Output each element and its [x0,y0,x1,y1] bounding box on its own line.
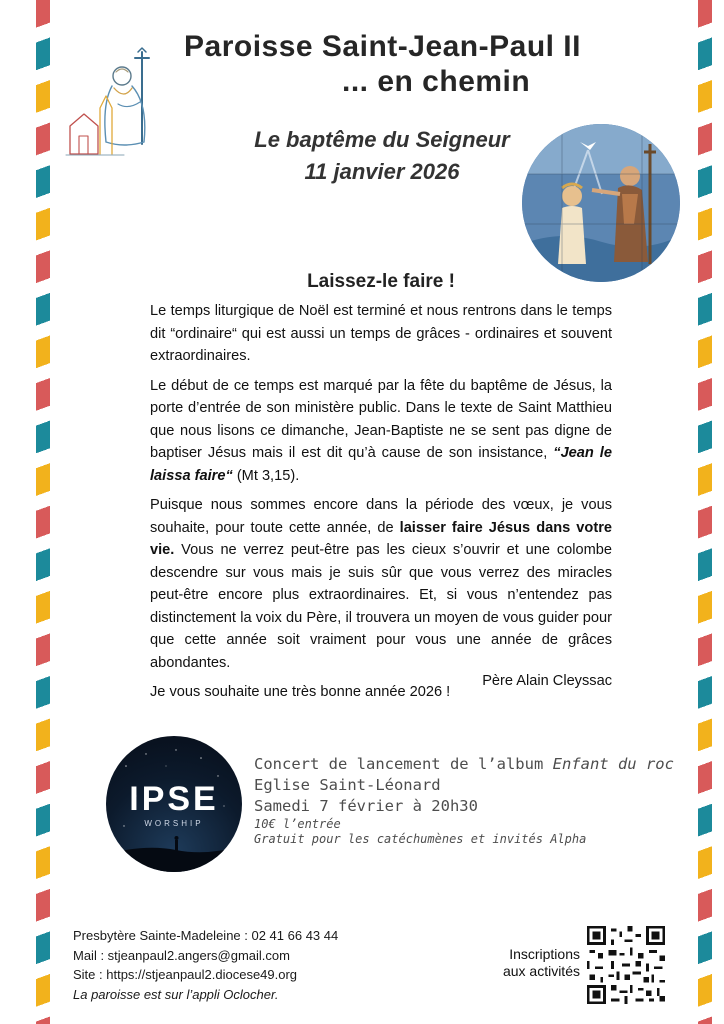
baptism-stained-glass-image [522,124,680,282]
article-paragraph-2: Le début de ce temps est marqué par la fête du baptême de Jésus, la porte d’entrée de son ministère public. Dans le texte de Saint Matthieu que nous lisons ce dimanche, Jean-Baptiste ne se sent pas digne de baptiser Jésus mais il est dit qu’à cause de son insistance, “Jean le laissa faire“ (Mt 3,15). [150,377,612,484]
ipse-logo-word: IPSE [129,780,219,818]
article-body [150,300,612,711]
contact-block [73,926,338,1004]
inscriptions-label: Inscriptions aux activités [502,946,580,979]
qr-code-image [587,926,665,1004]
oclocher-note: La paroisse est sur l’appli Oclocher. [73,986,279,1002]
airmail-border-right [698,0,712,1024]
concert-date: Samedi 7 février à 20h30 [254,797,478,815]
concert-free-entry: Gratuit pour les catéchumènes et invités Alpha [254,832,587,846]
article-signature: Père Alain Cleyssac [482,673,612,689]
feast-heading [232,124,532,188]
concert-title: Concert de lancement de l’album Enfant du roc [254,755,674,773]
concert-announcement [254,754,694,847]
article-paragraph-1: Le temps liturgique de Noël est terminé et nous rentrons dans le temps dit “ordinaire“ qui est aussi un temps de grâces - ordinaires et souvent extraordinaires. [150,303,612,364]
gospel-quote: “Jean le laissa faire“ [150,445,612,484]
concert-price: 10€ l’entrée [254,817,341,831]
parish-subtitle: ... en chemin [342,65,531,98]
article-paragraph-3: Puisque nous sommes encore dans la période des vœux, je vous souhaite, pour toute cette année, de laisser faire Jésus dans votre vie. Vous ne verrez peut-être pas les cieux s’ouvrir et une colombe descendre sur vous mais je suis sûr que vous verrez des miracles peut-être encore plus extraordinaires. Et, si vous n’entendez pas distinctement la voix du Père, il trouvera un moyen de vous guider pour que cette année soit vraiment pour vous une année de grâces abondantes. [150,497,612,671]
article-heading: Laissez-le faire ! [307,271,455,292]
airmail-border-left [36,0,50,1024]
contact-mail: Mail : stjeanpaul2.angers@gmail.com [73,947,290,963]
article-paragraph-4: Je vous souhaite une très bonne année 2026 ! [150,684,451,700]
concert-venue: Eglise Saint-Léonard [254,776,441,794]
parish-logo [62,44,172,164]
album-name: Enfant du roc [552,755,674,773]
presbytere-phone: Presbytère Sainte-Madeleine : 02 41 66 43 44 [73,928,339,943]
ipse-worship-logo [106,736,242,872]
key-message: laisser faire Jésus dans votre vie. [150,519,612,558]
ipse-logo-sub: WORSHIP [144,819,204,828]
feast-date: 11 janvier 2026 [304,159,460,184]
feast-name: Le baptême du Seigneur [254,127,510,152]
parish-title: Paroisse Saint-Jean-Paul II [184,30,581,63]
contact-site: Site : https://stjeanpaul2.diocese49.org [73,967,298,982]
